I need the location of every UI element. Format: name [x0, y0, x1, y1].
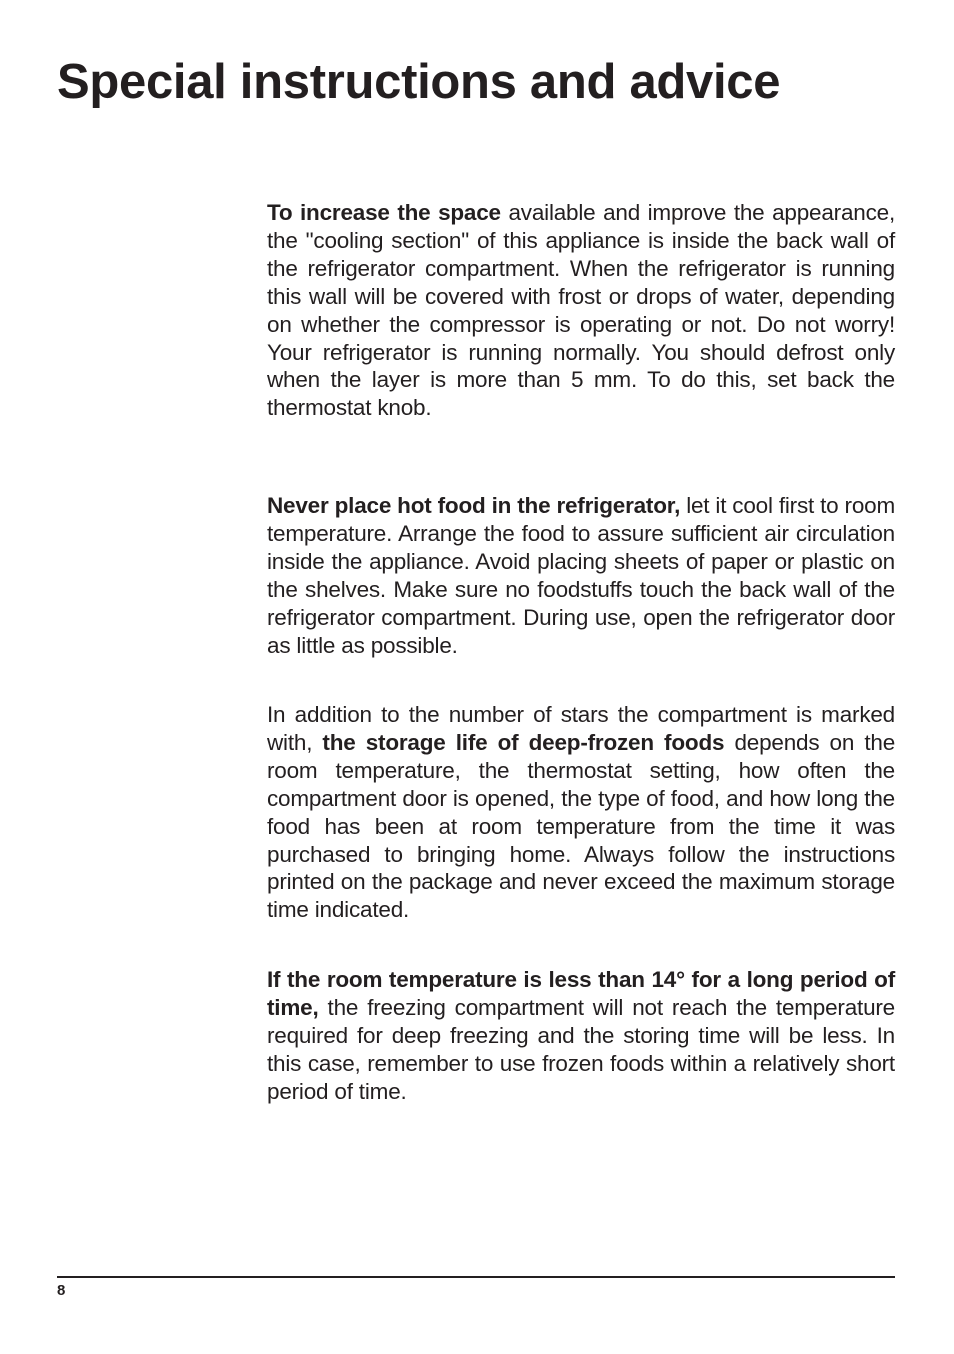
- paragraph-body: available and improve the appearance, the "cooling section" of this appliance is inside the back wall of the refrigerator compartment. When the refrigerator is running this wall will be covered with frost or drops of water, depending on whether the compressor is operating or not. Do not worry! Your refrigerator is running normally. You should defrost only when the layer is more than 5 mm. To do this, set back the thermostat knob.: [267, 200, 895, 421]
- paragraph-inline-bold: the storage life of deep-frozen foods: [322, 729, 725, 755]
- paragraph-storage-life: [267, 701, 895, 924]
- paragraph-lead-bold: If the room temperature is less than 14° for a long period of time,: [267, 967, 895, 1020]
- paragraph-hot-food: [267, 492, 895, 659]
- paragraph-body: depends on the room temperature, the thermostat setting, how often the compartment door is opened, the type of food, and how long the food has been at room temperature from the time it was purchased to bringing home. Always follow the instructions printed on the package and never exceed the maximum storage time indicated.: [267, 729, 896, 923]
- paragraph-room-temperature: [267, 966, 895, 1106]
- page-number: 8: [57, 1282, 66, 1299]
- paragraph-lead-bold: Never place hot food in the refrigerator,: [267, 493, 681, 518]
- paragraph-intro: In addition to the number of stars the compartment is marked with,: [267, 702, 895, 755]
- paragraph-body: the freezing compartment will not reach the temperature required for deep freezing and the storing time will be less. In this case, remember to use frozen foods within a relatively short period of time.: [267, 994, 895, 1104]
- paragraph-body: let it cool first to room temperature. Arrange the food to assure sufficient air circulation inside the appliance. Avoid placing sheets of paper or plastic on the shelves. Make sure no foodstuffs touch the back wall of the refrigerator compartment. During use, open the refrigerator door as little as possible.: [267, 493, 896, 658]
- paragraph-increase-space: [267, 199, 895, 422]
- paragraph-lead-bold: To increase the space: [267, 200, 501, 225]
- footer-divider: [57, 1276, 895, 1278]
- page-title: Special instructions and advice: [57, 55, 781, 109]
